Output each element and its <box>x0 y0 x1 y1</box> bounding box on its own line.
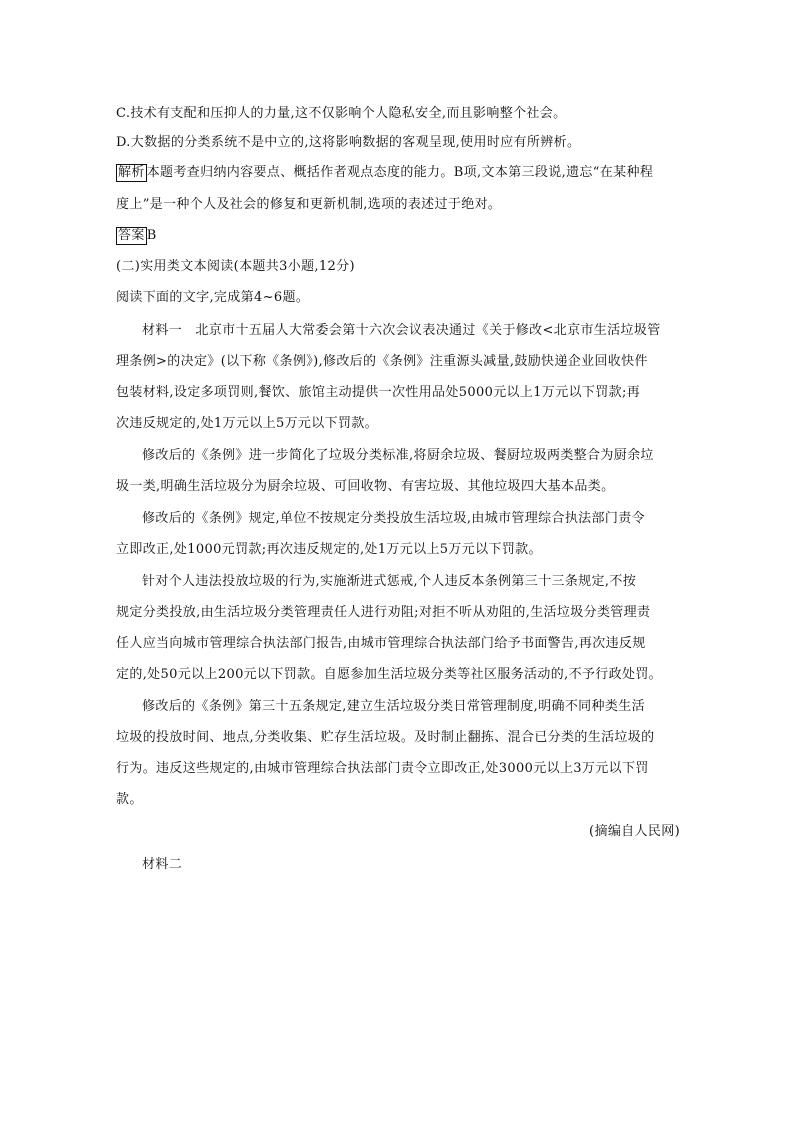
answer-line <box>116 226 680 246</box>
analysis-tag: 解析 <box>118 165 145 180</box>
answer-value: B <box>146 228 157 243</box>
material1-p1-line2: 理条例>的决定》(以下称《条例》),修改后的《条例》注重源头减量,鼓励快递企业回收快件 <box>116 354 648 369</box>
material1-p1-line4: 次违反规定的,处1万元以上5万元以下罚款。 <box>116 416 379 431</box>
instruction: 阅读下面的文字,完成第4~6题。 <box>116 290 310 305</box>
option-c: C.技术有支配和压抑人的力量,这不仅影响个人隐私安全,而且影响整个社会。 <box>116 106 567 121</box>
material1-p5-line4: 款。 <box>116 792 143 807</box>
option-d: D.大数据的分类系统不是中立的,这将影响数据的客观呈现,使用时应有所辨析。 <box>116 135 581 150</box>
section-heading: (二)实用类文本阅读(本题共3小题,12分) <box>116 259 355 274</box>
material1-p5-line1: 修改后的《条例》第三十五条规定,建立生活垃圾分类日常管理制度,明确不同种类生活 <box>142 699 645 714</box>
material1-p4-line2: 规定分类投放,由生活垃圾分类管理责任人进行劝阻;对拒不听从劝阻的,生活垃圾分类管理责 <box>116 605 651 620</box>
material1-source: (摘编自人民网) <box>589 824 680 839</box>
material1-p5-line3: 行为。违反这些规定的,由城市管理综合执法部门责令立即改正,处3000元以上3万元以下罚 <box>116 761 649 776</box>
material1-p2-line1: 修改后的《条例》进一步简化了垃圾分类标准,将厨余垃圾、餐厨垃圾两类整合为厨余垃 <box>142 448 654 463</box>
material1-p5-line2: 垃圾的投放时间、地点,分类收集、贮存生活垃圾。及时制止翻拣、混合已分类的生活垃圾的 <box>116 730 655 745</box>
analysis-text-1: 本题考查归纳内容要点、概括作者观点态度的能力。B项,文本第三段说,遗忘“在某种程 <box>146 165 654 180</box>
material2-title: 材料二 <box>142 857 183 872</box>
material1-p4-line4: 定的,处50元以上200元以下罚款。自愿参加生活垃圾分类等社区服务活动的,不予行政处罚。 <box>116 667 663 682</box>
material1-p3-line1: 修改后的《条例》规定,单位不按规定分类投放生活垃圾,由城市管理综合执法部门责令 <box>142 511 645 526</box>
material1-p3-line2: 立即改正,处1000元罚款;再次违反规定的,处1万元以上5万元以下罚款。 <box>116 542 542 557</box>
material1-p4-line1: 针对个人违法投放垃圾的行为,实施渐进式惩戒,个人违反本条例第三十三条规定,不按 <box>142 574 637 589</box>
analysis-line-2: 度上”是一种个人及社会的修复和更新机制,选项的表述过于绝对。 <box>116 197 502 212</box>
material1-p4-line3: 任人应当向城市管理综合执法部门报告,由城市管理综合执法部门给予书面警告,再次违反规 <box>116 636 646 651</box>
material1-p1-line1: 材料一 北京市十五届人大常委会第十六次会议表决通过《关于修改<北京市生活垃圾管 <box>142 323 661 338</box>
material1-p2-line2: 圾一类,明确生活垃圾分为厨余垃圾、可回收物、有害垃圾、其他垃圾四大基本品类。 <box>116 479 615 494</box>
answer-tag: 答案 <box>118 228 145 243</box>
material1-p1-line3: 包装材料,设定多项罚则,餐饮、旅馆主动提供一次性用品处5000元以上1万元以下罚款;再 <box>116 385 641 400</box>
analysis-line-1 <box>116 163 680 183</box>
